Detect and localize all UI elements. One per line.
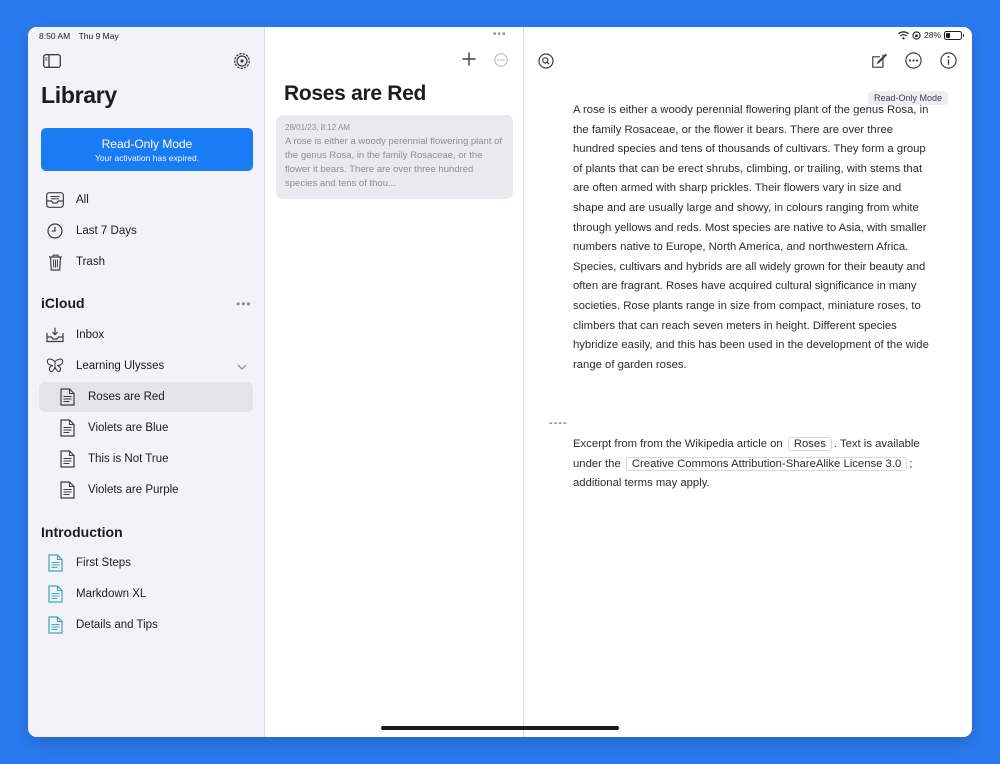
sheet-card[interactable] [276, 115, 513, 199]
sidebar-item-label: Violets are Purple [88, 484, 179, 496]
more-options-icon[interactable] [905, 52, 922, 69]
sheet-icon [56, 480, 78, 500]
teal-sheet-icon [44, 553, 66, 573]
excerpt-text: . Text is available under the [573, 438, 920, 470]
ipad-window [28, 27, 972, 737]
sidebar-sheet-this-is-not-true[interactable] [39, 444, 253, 474]
tray-icon [44, 190, 66, 210]
sidebar-item-trash[interactable] [41, 247, 105, 277]
read-only-subtitle: Your activation has expired. [94, 153, 200, 163]
settings-gear-icon[interactable] [233, 52, 251, 70]
section-icloud-title: iCloud [41, 295, 85, 311]
sidebar-item-inbox[interactable] [41, 320, 104, 350]
roses-link[interactable]: Roses [788, 437, 832, 451]
sidebar-item-label: Learning Ulysses [76, 360, 165, 372]
clock-icon [44, 221, 66, 241]
sidebar-item-label: Last 7 Days [76, 225, 137, 237]
teal-sheet-icon [44, 584, 66, 604]
sheet-icon [56, 387, 78, 407]
orientation-lock-icon [912, 31, 921, 40]
list-more-icon[interactable] [494, 53, 508, 67]
library-sidebar [28, 27, 265, 737]
sidebar-item-label: Trash [76, 256, 105, 268]
sidebar-item-markdown-xl[interactable] [41, 579, 146, 609]
editor-pane [524, 27, 972, 737]
sidebar-item-label: Markdown XL [76, 588, 147, 600]
butterfly-icon [44, 356, 66, 376]
sidebar-item-last-7-days[interactable] [41, 216, 137, 246]
library-title: Library [41, 82, 117, 108]
trash-icon [44, 252, 66, 272]
group-title: Roses are Red [284, 82, 427, 105]
icloud-more-button[interactable]: ••• [236, 297, 252, 311]
sidebar-sheet-roses-are-red[interactable] [39, 382, 253, 412]
battery-icon [944, 31, 962, 40]
sidebar-item-all[interactable] [41, 185, 89, 215]
read-only-mode-button[interactable] [41, 128, 253, 171]
sidebar-item-label: All [76, 194, 89, 206]
sheet-list-pane [265, 27, 524, 737]
read-only-title: Read-Only Mode [101, 137, 193, 151]
home-indicator[interactable] [381, 726, 619, 730]
status-bar [28, 27, 972, 45]
sidebar-item-label: This is Not True [88, 453, 169, 465]
sidebar-item-details-and-tips[interactable] [41, 610, 158, 640]
sidebar-item-label: Violets are Blue [88, 422, 169, 434]
status-date: Thu 9 May [78, 31, 119, 41]
search-icon[interactable] [538, 53, 554, 69]
wifi-icon [898, 31, 909, 40]
read-only-badge: Read-Only Mode [868, 91, 948, 105]
editor-excerpt[interactable] [573, 435, 933, 494]
sheet-icon [56, 449, 78, 469]
sidebar-item-learning-ulysses[interactable] [41, 351, 164, 381]
editor-divider: ---- [549, 417, 568, 429]
teal-sheet-icon [44, 615, 66, 635]
excerpt-text: Excerpt from from the Wikipedia article on [573, 438, 783, 450]
excerpt-text: ; additional terms may apply. [573, 457, 913, 490]
sidebar-item-label: Roses are Red [88, 391, 165, 403]
add-sheet-button[interactable] [461, 51, 477, 67]
sidebar-item-label: First Steps [76, 557, 131, 569]
sidebar-item-first-steps[interactable] [41, 548, 131, 578]
multitasking-dots[interactable]: ••• [493, 29, 507, 40]
info-icon[interactable] [940, 52, 957, 69]
sheet-date: 28/01/23, 8:12 AM [285, 123, 350, 132]
status-time: 8:50 AM [39, 31, 71, 41]
editor-body-text[interactable]: A rose is either a woody perennial flowering plant of the genus Rosa, in the family Rosaceae, or the flower it bears. There are over three hundred species and tens of thousands of cultivars. They form a group of plants that can be erect shrubs, climbing, or trailing, with stems that are often armed with sharp prickles. Their flowers vary in size and shape and are usually large and showy, in colours ranging from white through yellows and reds. Most species are native to Asia, with smaller numbers native to Europe, North America, and northwestern Africa. Species, cultivars and hybrids are all widely grown for their beauty and often are fragrant. Roses have acquired cultural significance in many societies. Rose plants range in size from compact, miniature roses, to climbers that can reach seven meters in height. Different species hybridize easily, and this has been used in the development of the wide range of garden roses. [573, 104, 929, 371]
sheet-preview: A rose is either a woody perennial flowering plant of the genus Rosa, in the family Rosaceae, or the flower it bears. There are over three hundred species and tens of thou... [285, 136, 503, 189]
sheet-icon [56, 418, 78, 438]
section-introduction-title: Introduction [41, 524, 123, 540]
sidebar-toggle-icon[interactable] [43, 54, 61, 68]
inbox-icon [44, 325, 66, 345]
compose-icon[interactable] [871, 53, 887, 69]
sidebar-sheet-violets-are-blue[interactable] [39, 413, 253, 443]
sidebar-item-label: Inbox [76, 329, 105, 341]
license-link[interactable]: Creative Commons Attribution-ShareAlike License 3.0 [626, 457, 907, 471]
sidebar-item-label: Details and Tips [76, 619, 158, 631]
sidebar-sheet-violets-are-purple[interactable] [39, 475, 253, 505]
battery-percent: 28% [923, 30, 941, 40]
chevron-down-icon[interactable] [236, 361, 248, 373]
